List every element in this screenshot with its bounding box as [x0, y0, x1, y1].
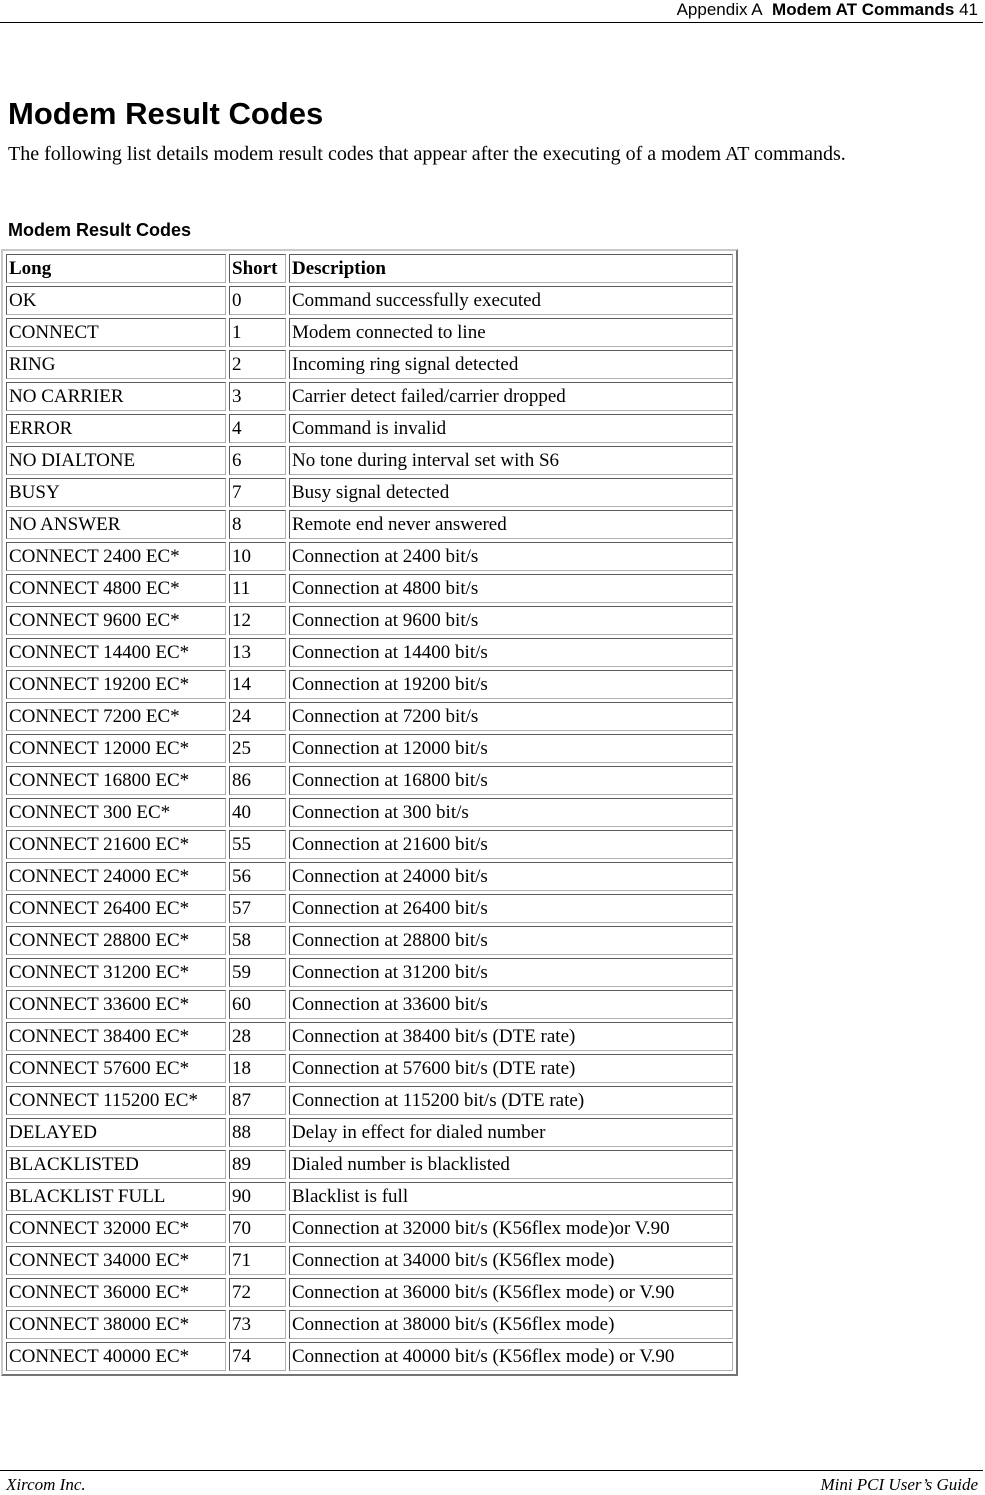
long-code-cell: CONNECT 21600 EC*	[6, 830, 226, 859]
short-code-cell: 74	[229, 1342, 286, 1371]
table-row	[6, 446, 733, 475]
description-cell: Connection at 36000 bit/s (K56flex mode) or V.90	[289, 1278, 733, 1307]
description-cell: Connection at 9600 bit/s	[289, 606, 733, 635]
column-header-short: Short	[229, 254, 286, 283]
long-code-cell: CONNECT 9600 EC*	[6, 606, 226, 635]
description-cell: Carrier detect failed/carrier dropped	[289, 382, 733, 411]
description-cell: Connection at 16800 bit/s	[289, 766, 733, 795]
short-code-cell: 57	[229, 894, 286, 923]
description-cell: Incoming ring signal detected	[289, 350, 733, 379]
description-cell: Command successfully executed	[289, 286, 733, 315]
table-row	[6, 670, 733, 699]
description-cell: Connection at 24000 bit/s	[289, 862, 733, 891]
short-code-cell: 28	[229, 1022, 286, 1051]
long-code-cell: CONNECT 7200 EC*	[6, 702, 226, 731]
description-cell: Connection at 40000 bit/s (K56flex mode) or V.90	[289, 1342, 733, 1371]
description-cell: Connection at 12000 bit/s	[289, 734, 733, 763]
table-row	[6, 1086, 733, 1115]
short-code-cell: 55	[229, 830, 286, 859]
footer-company: Xircom Inc.	[6, 1475, 86, 1494]
short-code-cell: 86	[229, 766, 286, 795]
column-header-description: Description	[289, 254, 733, 283]
long-code-cell: DELAYED	[6, 1118, 226, 1147]
short-code-cell: 88	[229, 1118, 286, 1147]
description-cell: Remote end never answered	[289, 510, 733, 539]
table-row	[6, 926, 733, 955]
table-row	[6, 1118, 733, 1147]
running-footer	[0, 1470, 983, 1492]
table-row	[6, 606, 733, 635]
table-row	[6, 766, 733, 795]
short-code-cell: 89	[229, 1150, 286, 1179]
description-cell: Connection at 38000 bit/s (K56flex mode)	[289, 1310, 733, 1339]
column-header-long: Long	[6, 254, 226, 283]
short-code-cell: 13	[229, 638, 286, 667]
table-row	[6, 1150, 733, 1179]
description-cell: Connection at 300 bit/s	[289, 798, 733, 827]
short-code-cell: 40	[229, 798, 286, 827]
description-cell: Modem connected to line	[289, 318, 733, 347]
table-row	[6, 1246, 733, 1275]
description-cell: Delay in effect for dialed number	[289, 1118, 733, 1147]
table-header-row	[6, 254, 733, 283]
short-code-cell: 73	[229, 1310, 286, 1339]
long-code-cell: CONNECT 57600 EC*	[6, 1054, 226, 1083]
table-row	[6, 350, 733, 379]
description-cell: Connection at 38400 bit/s (DTE rate)	[289, 1022, 733, 1051]
description-cell: Connection at 115200 bit/s (DTE rate)	[289, 1086, 733, 1115]
long-code-cell: CONNECT 16800 EC*	[6, 766, 226, 795]
short-code-cell: 6	[229, 446, 286, 475]
long-code-cell: CONNECT 300 EC*	[6, 798, 226, 827]
table-row	[6, 798, 733, 827]
long-code-cell: CONNECT 19200 EC*	[6, 670, 226, 699]
long-code-cell: RING	[6, 350, 226, 379]
long-code-cell: CONNECT 34000 EC*	[6, 1246, 226, 1275]
long-code-cell: CONNECT 38400 EC*	[6, 1022, 226, 1051]
short-code-cell: 3	[229, 382, 286, 411]
short-code-cell: 90	[229, 1182, 286, 1211]
description-cell: Connection at 26400 bit/s	[289, 894, 733, 923]
description-cell: Busy signal detected	[289, 478, 733, 507]
short-code-cell: 58	[229, 926, 286, 955]
table-row	[6, 286, 733, 315]
table-caption: Modem Result Codes	[8, 220, 192, 240]
header-appendix: Appendix A	[676, 0, 763, 19]
long-code-cell: CONNECT 14400 EC*	[6, 638, 226, 667]
table-row	[6, 734, 733, 763]
short-code-cell: 24	[229, 702, 286, 731]
table-row	[6, 1182, 733, 1211]
table-row	[6, 1214, 733, 1243]
table-row	[6, 1342, 733, 1371]
long-code-cell: NO DIALTONE	[6, 446, 226, 475]
long-code-cell: BLACKLISTED	[6, 1150, 226, 1179]
long-code-cell: BLACKLIST FULL	[6, 1182, 226, 1211]
description-cell: Connection at 33600 bit/s	[289, 990, 733, 1019]
short-code-cell: 60	[229, 990, 286, 1019]
table-row	[6, 574, 733, 603]
intro-paragraph: The following list details modem result codes that appear after the executing of a modem AT commands.	[8, 143, 846, 165]
table-row	[6, 990, 733, 1019]
description-cell: Blacklist is full	[289, 1182, 733, 1211]
short-code-cell: 72	[229, 1278, 286, 1307]
section-title: Modem Result Codes	[8, 96, 324, 131]
long-code-cell: NO CARRIER	[6, 382, 226, 411]
long-code-cell: CONNECT 36000 EC*	[6, 1278, 226, 1307]
table-row	[6, 830, 733, 859]
header-text	[677, 0, 978, 20]
description-cell: Connection at 32000 bit/s (K56flex mode)or V.90	[289, 1214, 733, 1243]
long-code-cell: NO ANSWER	[6, 510, 226, 539]
description-cell: Command is invalid	[289, 414, 733, 443]
short-code-cell: 7	[229, 478, 286, 507]
description-cell: Connection at 2400 bit/s	[289, 542, 733, 571]
short-code-cell: 8	[229, 510, 286, 539]
long-code-cell: CONNECT 2400 EC*	[6, 542, 226, 571]
long-code-cell: CONNECT 26400 EC*	[6, 894, 226, 923]
table-row	[6, 478, 733, 507]
description-cell: Connection at 31200 bit/s	[289, 958, 733, 987]
long-code-cell: CONNECT 40000 EC*	[6, 1342, 226, 1371]
long-code-cell: OK	[6, 286, 226, 315]
footer-guide-title: Mini PCI User’s Guide	[820, 1475, 978, 1494]
description-cell: Connection at 19200 bit/s	[289, 670, 733, 699]
table-row	[6, 958, 733, 987]
table-row	[6, 414, 733, 443]
short-code-cell: 12	[229, 606, 286, 635]
table-row	[6, 1310, 733, 1339]
long-code-cell: CONNECT 32000 EC*	[6, 1214, 226, 1243]
table-row	[6, 542, 733, 571]
long-code-cell: CONNECT 31200 EC*	[6, 958, 226, 987]
description-cell: Connection at 57600 bit/s (DTE rate)	[289, 1054, 733, 1083]
header-page-number: 41	[959, 0, 978, 19]
table-row	[6, 1022, 733, 1051]
table-row	[6, 862, 733, 891]
short-code-cell: 14	[229, 670, 286, 699]
description-cell: Dialed number is blacklisted	[289, 1150, 733, 1179]
long-code-cell: BUSY	[6, 478, 226, 507]
description-cell: Connection at 7200 bit/s	[289, 702, 733, 731]
short-code-cell: 70	[229, 1214, 286, 1243]
table-row	[6, 638, 733, 667]
description-cell: Connection at 28800 bit/s	[289, 926, 733, 955]
long-code-cell: CONNECT 12000 EC*	[6, 734, 226, 763]
short-code-cell: 59	[229, 958, 286, 987]
short-code-cell: 10	[229, 542, 286, 571]
short-code-cell: 87	[229, 1086, 286, 1115]
description-cell: No tone during interval set with S6	[289, 446, 733, 475]
header-chapter: Modem AT Commands	[772, 0, 955, 19]
table-row	[6, 1054, 733, 1083]
table-row	[6, 510, 733, 539]
short-code-cell: 2	[229, 350, 286, 379]
running-header	[0, 0, 983, 23]
short-code-cell: 56	[229, 862, 286, 891]
description-cell: Connection at 21600 bit/s	[289, 830, 733, 859]
table-row	[6, 382, 733, 411]
result-codes-table	[1, 249, 738, 1376]
long-code-cell: CONNECT	[6, 318, 226, 347]
description-cell: Connection at 4800 bit/s	[289, 574, 733, 603]
table-row	[6, 894, 733, 923]
short-code-cell: 0	[229, 286, 286, 315]
table-row	[6, 702, 733, 731]
long-code-cell: ERROR	[6, 414, 226, 443]
table-body	[6, 286, 733, 1371]
long-code-cell: CONNECT 33600 EC*	[6, 990, 226, 1019]
short-code-cell: 1	[229, 318, 286, 347]
long-code-cell: CONNECT 4800 EC*	[6, 574, 226, 603]
long-code-cell: CONNECT 24000 EC*	[6, 862, 226, 891]
table-row	[6, 318, 733, 347]
short-code-cell: 71	[229, 1246, 286, 1275]
short-code-cell: 4	[229, 414, 286, 443]
long-code-cell: CONNECT 28800 EC*	[6, 926, 226, 955]
description-cell: Connection at 14400 bit/s	[289, 638, 733, 667]
table-row	[6, 1278, 733, 1307]
short-code-cell: 25	[229, 734, 286, 763]
long-code-cell: CONNECT 38000 EC*	[6, 1310, 226, 1339]
short-code-cell: 18	[229, 1054, 286, 1083]
description-cell: Connection at 34000 bit/s (K56flex mode)	[289, 1246, 733, 1275]
long-code-cell: CONNECT 115200 EC*	[6, 1086, 226, 1115]
short-code-cell: 11	[229, 574, 286, 603]
